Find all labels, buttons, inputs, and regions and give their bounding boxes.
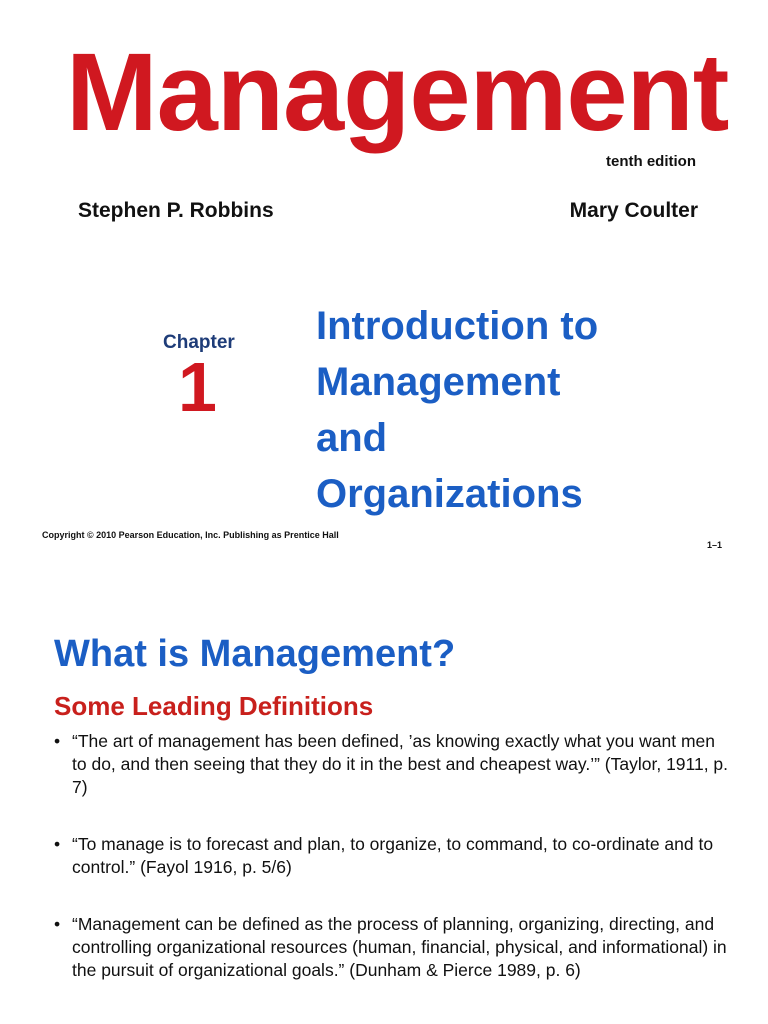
chapter-label: Chapter bbox=[163, 332, 235, 353]
copyright-notice: Copyright © 2010 Pearson Education, Inc. Publishing as Prentice Hall bbox=[42, 530, 339, 540]
chapter-title bbox=[316, 298, 736, 522]
list-item: • “Management can be defined as the process of planning, organizing, directing, and controlling organizational resources (human, financial, physical, and informational) in the pursuit of organizational goals.” (Dunham & Pierce 1989, p. 6) bbox=[54, 913, 734, 982]
list-item: • “The art of management has been defined, ’as knowing exactly what you want men to do, and then seeing that they do it in the best and cheapest way.’” (Taylor, 1911, p. 7) bbox=[54, 730, 734, 799]
chapter-number: 1 bbox=[178, 348, 217, 426]
book-title: Management bbox=[66, 31, 729, 154]
author-coulter: Mary Coulter bbox=[569, 199, 698, 222]
chapter-title-line: Organizations bbox=[316, 472, 583, 516]
slide-subtitle: Some Leading Definitions bbox=[54, 691, 374, 721]
chapter-title-line: Introduction to bbox=[316, 304, 599, 348]
definitions-slide bbox=[0, 575, 768, 1024]
slide-title: What is Management? bbox=[54, 633, 456, 675]
author-robbins: Stephen P. Robbins bbox=[78, 199, 274, 222]
chapter-title-line: Management bbox=[316, 360, 561, 404]
edition-label: tenth edition bbox=[606, 153, 696, 170]
slide-number: 1–1 bbox=[706, 540, 722, 550]
list-item: • “To manage is to forecast and plan, to organize, to command, to co-ordinate and to control.” (Fayol 1916, p. 5/6) bbox=[54, 833, 734, 879]
chapter-title-line: and bbox=[316, 416, 388, 460]
definitions-list bbox=[54, 730, 734, 982]
